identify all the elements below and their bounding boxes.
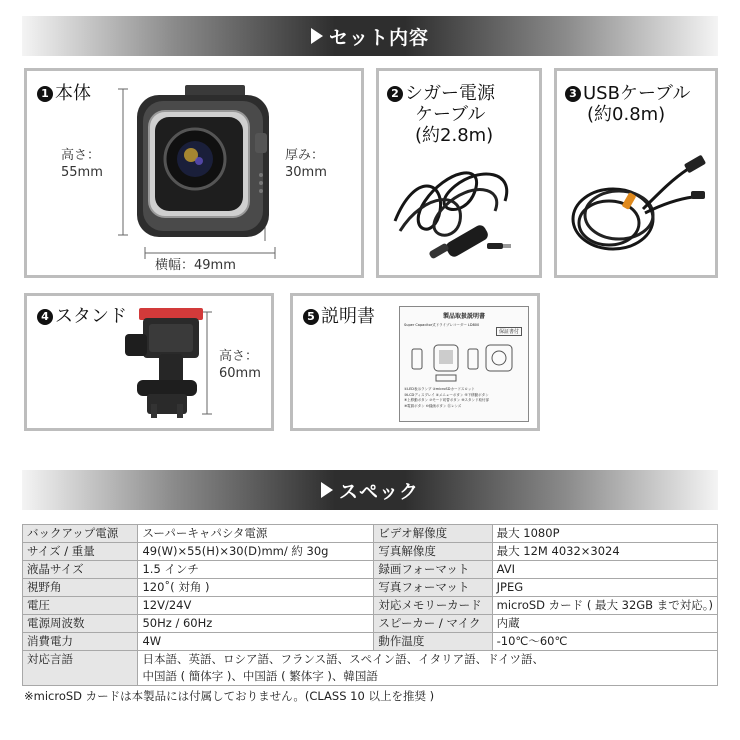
number-badge: 2 <box>387 86 403 102</box>
item-main-unit <box>24 68 364 278</box>
height-measure: 高さ： 60mm <box>219 349 261 381</box>
table-row: 対応言語 日本語、英語、ロシア語、フランス語、スペイン語、イタリア語、ドイツ語、 中国語 ( 簡体字 )、中国語 ( 繁体字 )、韓国語 <box>23 651 718 686</box>
width-measure: 横幅：49mm <box>155 258 236 273</box>
spec-title: スペック <box>338 480 419 503</box>
cigar-cable-image <box>385 151 535 267</box>
height-measure: 高さ： 55mm <box>61 148 103 180</box>
number-badge: 4 <box>37 309 53 325</box>
usb-cable-image <box>563 149 713 267</box>
dashcam-image <box>115 85 305 261</box>
number-badge: 5 <box>303 309 319 325</box>
spec-table <box>22 524 718 686</box>
number-badge: 1 <box>37 86 53 102</box>
languages-cell: 日本語、英語、ロシア語、フランス語、スペイン語、イタリア語、ドイツ語、 中国語 ( 簡体字 )、中国語 ( 繁体字 )、韓国語 <box>138 651 718 686</box>
arrow-icon <box>321 482 333 498</box>
item-title: 4 スタンド <box>37 306 127 327</box>
stand-image <box>121 304 221 424</box>
item-cigar-cable <box>376 68 542 278</box>
item-title: 3 USBケーブル (約0.8m) <box>565 83 690 125</box>
table-row: バックアップ電源 スーパーキャパシタ電源 ビデオ解像度 最大 1080P <box>23 525 718 543</box>
depth-measure: 厚み： 30mm <box>285 148 327 180</box>
manual-image: 製品取扱説明書 Super Capacitor式ドライブレコーダー LD800 保証書付 ①LED表示ランプ ②microSDカードスロット ③LCDディスプレイ ④メニューボタン ⑤下移動ボタン ⑥上移動ボタン ⑦モード切替ボタン ⑧スタンド取付部 ⑨電源ボタン ⑩録画ボタン ⑪レンズ <box>399 306 529 422</box>
spec-banner <box>22 470 718 510</box>
item-title: 2 シガー電源 ケーブル (約2.8m) <box>387 83 495 146</box>
item-title: 5 説明書 <box>303 306 375 327</box>
item-title: 1 本体 <box>37 83 91 104</box>
footnote: ※microSD カードは本製品には付属しておりません。(CLASS 10 以上を推奨 ) <box>24 689 435 703</box>
number-badge: 3 <box>565 86 581 102</box>
set-contents-banner <box>22 16 718 56</box>
table-row: サイズ / 重量 49(W)×55(H)×30(D)mm/ 約 30g 写真解像度 最大 12M 4032×3024 <box>23 543 718 561</box>
item-manual <box>290 293 540 431</box>
table-row: 電源周波数 50Hz / 60Hz スピーカー / マイク 内蔵 <box>23 615 718 633</box>
item-usb-cable <box>554 68 718 278</box>
set-contents-title: セット内容 <box>328 26 429 49</box>
arrow-icon <box>311 28 323 44</box>
table-row: 電圧 12V/24V 対応メモリーカード microSD カード ( 最大 32GB まで対応。) <box>23 597 718 615</box>
manual-diagram <box>410 339 520 383</box>
item-stand <box>24 293 274 431</box>
table-row: 視野角 120˚( 対角 ) 写真フォーマット JPEG <box>23 579 718 597</box>
table-row: 消費電力 4W 動作温度 -10℃～60℃ <box>23 633 718 651</box>
table-row: 液晶サイズ 1.5 インチ 録画フォーマット AVI <box>23 561 718 579</box>
manual-lines: ①LED表示ランプ ②microSDカードスロット ③LCDディスプレイ ④メニューボタン ⑤下移動ボタン ⑥上移動ボタン ⑦モード切替ボタン ⑧スタンド取付部 ⑨電源ボタン ⑩録画ボタン ⑪レンズ <box>404 387 489 408</box>
